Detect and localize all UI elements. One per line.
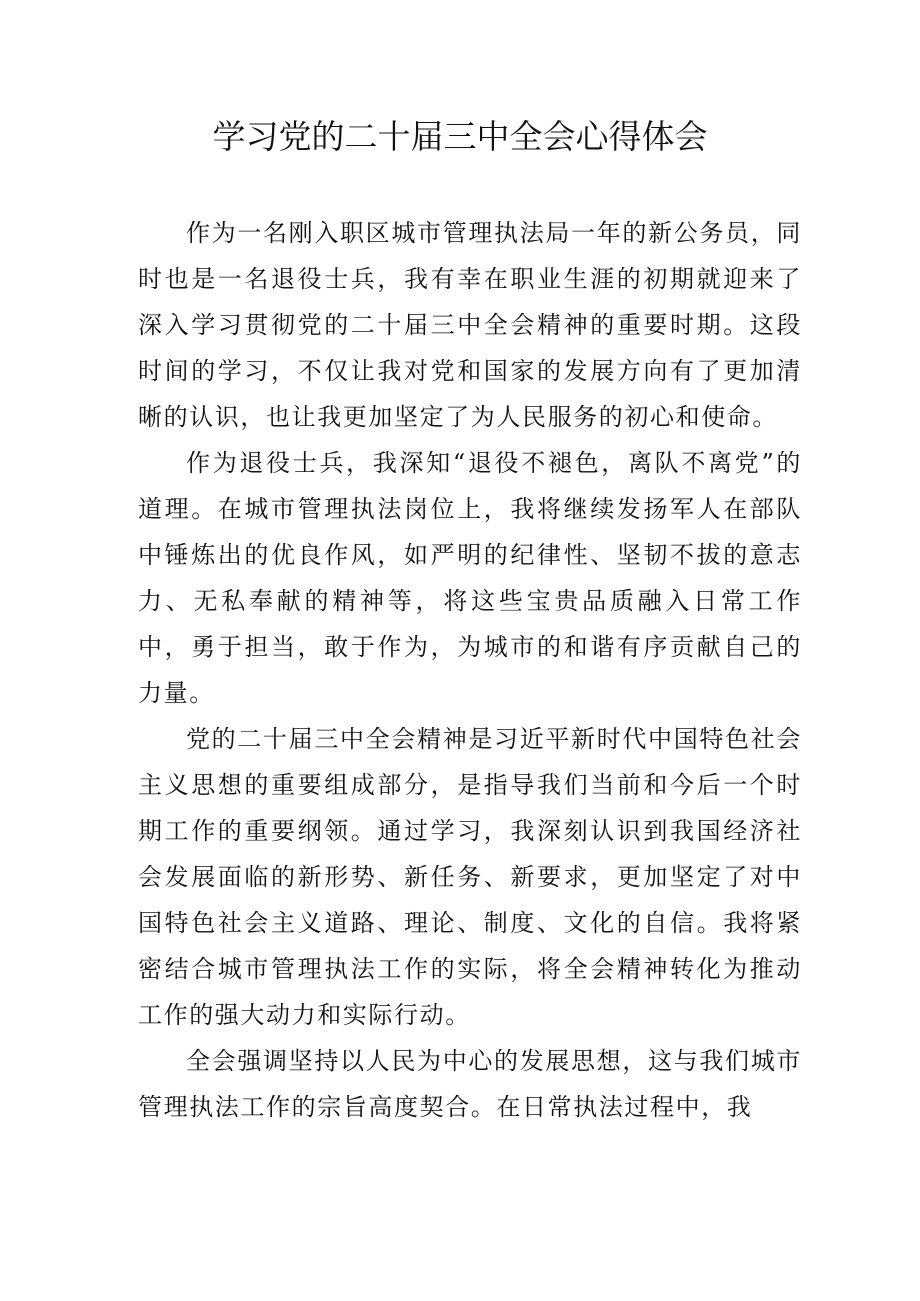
document-title: 学习党的二十届三中全会心得体会: [212, 117, 708, 156]
document-body: [138, 210, 802, 1130]
paragraph-2: 作为退役士兵，我深知“退役不褪色，离队不离党”的道理。在城市管理执法岗位上，我将继续发扬军人在部队中锤炼出的优良作风，如严明的纪律性、坚韧不拔的意志力、无私奉献的精神等，将这些宝贵品质融入日常工作中，勇于担当，敢于作为，为城市的和谐有序贡献自己的力量。: [138, 449, 802, 707]
paragraph-3: 党的二十届三中全会精神是习近平新时代中国特色社会主义思想的重要组成部分，是指导我们当前和今后一个时期工作的重要纲领。通过学习，我深刻认识到我国经济社会发展面临的新形势、新任务、新要求，更加坚定了对中国特色社会主义道路、理论、制度、文化的自信。我将紧密结合城市管理执法工作的实际，将全会精神转化为推动工作的强大动力和实际行动。: [138, 725, 802, 1029]
paragraph-4: 全会强调坚持以人民为中心的发展思想，这与我们城市管理执法工作的宗旨高度契合。在日常执法过程中，我: [138, 1047, 802, 1121]
paragraph-1: 作为一名刚入职区城市管理执法局一年的新公务员，同时也是一名退役士兵，我有幸在职业生涯的初期就迎来了深入学习贯彻党的二十届三中全会精神的重要时期。这段时间的学习，不仅让我对党和国家的发展方向有了更加清晰的认识，也让我更加坚定了为人民服务的初心和使命。: [138, 219, 802, 431]
